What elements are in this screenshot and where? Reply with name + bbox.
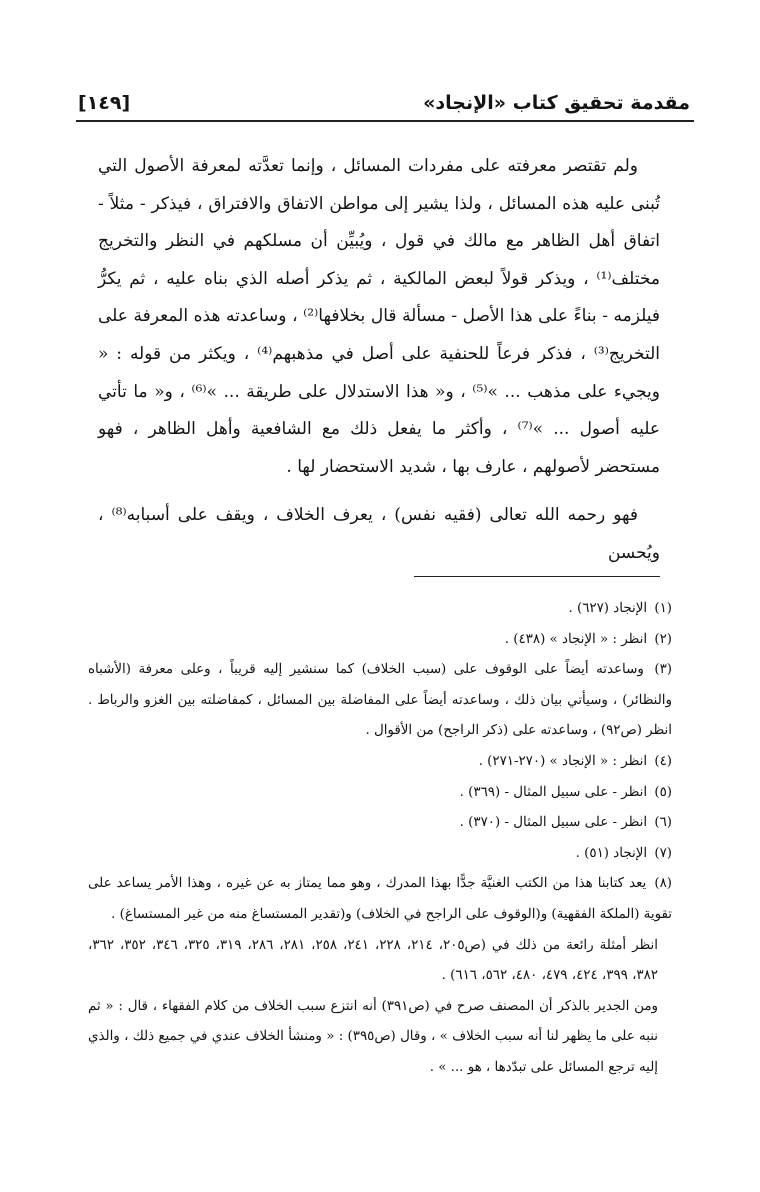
footnote-number: (٤) (654, 753, 672, 769)
body-paragraph: ولم تقتصر معرفته على مفردات المسائل ، وإنما تعدَّته لمعرفة الأصول التي تُبنى عليه هذه المسائل ، ولذا يشير إلى مواطن الاتفاق والافتراق ، فيذكر - مثلاً - اتفاق أهل الظاهر مع مالك في قول ، ويُبيِّن أن مسلكهم في النظر والتخريج مختلف⁽¹⁾ ، ويذكر قولاً لبعض المالكية ، ثم يذكر أصله الذي بناه عليه ، ثم يكرُّ فيلزمه - بناءً على هذا الأصل - مسألة قال بخلافها⁽²⁾ ، وساعدته هذه المعرفة على التخريج⁽³⁾ ، فذكر فرعاً للحنفية على أصل في مذهبهم⁽⁴⁾ ، ويكثر من قوله : « ويجيء على مذهب ... »⁽⁵⁾ ، و« هذا الاستدلال على طريقة ... »⁽⁶⁾ ، و« ما تأتي عليه أصول ... »⁽⁷⁾ ، وأكثر ما يفعل ذلك مع الشافعية وأهل الظاهر ، فهو مستحضر لأصولهم ، عارف بها ، شديد الاستحضار لها . (98, 156, 661, 477)
footnote-text: انظر - على سبيل المثال - (٣٧٠) . (459, 815, 648, 831)
running-header (78, 74, 690, 114)
footnote-text: انظر : « الإنجاد » (٢٧٠-٢٧١) . (478, 753, 648, 769)
footnote-text: انظر : « الإنجاد » (٤٣٨) . (504, 631, 648, 647)
main-text (98, 148, 660, 573)
footnote-number: (٦) (654, 815, 672, 831)
footnote-3 (88, 655, 672, 747)
footnote-8-continued: ومن الجدير بالذكر أن المصنف صرح في (ص٣٩١) أنه انتزع سبب الخلاف من كلام الفقهاء ، قال : « ثم ننبه على ما يظهر لنا أنه سبب الخلاف » ، وقال (ص٣٩٥) : « ومنشأ الخلاف عندي في جميع ذلك ، والذي إليه ترجع المسائل على تبدّدها ، هو ... » . (88, 998, 659, 1075)
footnote-5 (88, 778, 672, 809)
footnote-number: (٧) (654, 845, 672, 861)
footnote-6 (88, 808, 672, 839)
footnote-text: انظر - على سبيل المثال - (٣٦٩) . (459, 784, 648, 800)
header-divider (76, 120, 694, 122)
footnote-divider (414, 576, 660, 577)
footnote-number: (٣) (654, 662, 672, 678)
footnote-number: (١) (654, 601, 672, 616)
footnote-7 (88, 839, 672, 870)
footnote-1 (88, 594, 672, 625)
footnote-text: الإنجاد (٥١) . (575, 845, 648, 861)
page-number: [١٤٩] (78, 92, 131, 114)
footnote-text: وساعدته أيضاً على الوقوف على (سبب الخلاف) كما سنشير إليه قريباً ، وعلى معرفة (الأشباه والنظائر) ، وسيأتي بيان ذلك ، وساعدته أيضاً على المفاضلة بين المسائل ، كمفاضلته بين الغزو والرباط . انظر (ص٩٢) ، وساعدته على (ذكر الراجح) من الأقوال . (88, 662, 672, 739)
body-paragraph: فهو رحمه الله تعالى (فقيه نفس) ، يعرف الخلاف ، ويقف على أسبابه⁽⁸⁾ ، ويُحسن (98, 505, 660, 563)
footnote-text: يعد كتابنا هذا من الكتب الغنيَّة جدًّا بهذا المدرك ، وهو مما يمتاز به عن غيره ، وهذا الأمر يساعد على تقوية (الملكة الفقهية) و(الوقوف على الراجح في الخلاف) و(تقدير المستساغ منه من غير المستساغ) . (88, 876, 672, 922)
footnote-text: الإنجاد (٦٢٧) . (568, 601, 648, 616)
footnote-8-continued: انظر أمثلة رائعة من ذلك في (ص٢٠٥، ٢١٤، ٢٢٨، ٢٤١، ٢٥٨، ٢٨١، ٢٨٦، ٣١٩، ٣٢٥، ٣٤٦، ٣٥٢، ٣٦٢، ٣٨٢، ٣٩٩، ٤٢٤، ٤٧٩، ٤٨٠، ٥٦٢، ٦١٦) . (88, 937, 658, 984)
footnote-8 (88, 869, 672, 930)
footnote-number: (٥) (654, 784, 672, 800)
running-header-title: مقدمة تحقيق كتاب «الإنجاد» (423, 92, 690, 114)
footnote-2 (88, 625, 672, 656)
footnotes (88, 594, 672, 1084)
footnote-4 (88, 747, 672, 778)
footnote-number: (٢) (654, 631, 672, 647)
footnote-number: (٨) (654, 876, 673, 892)
